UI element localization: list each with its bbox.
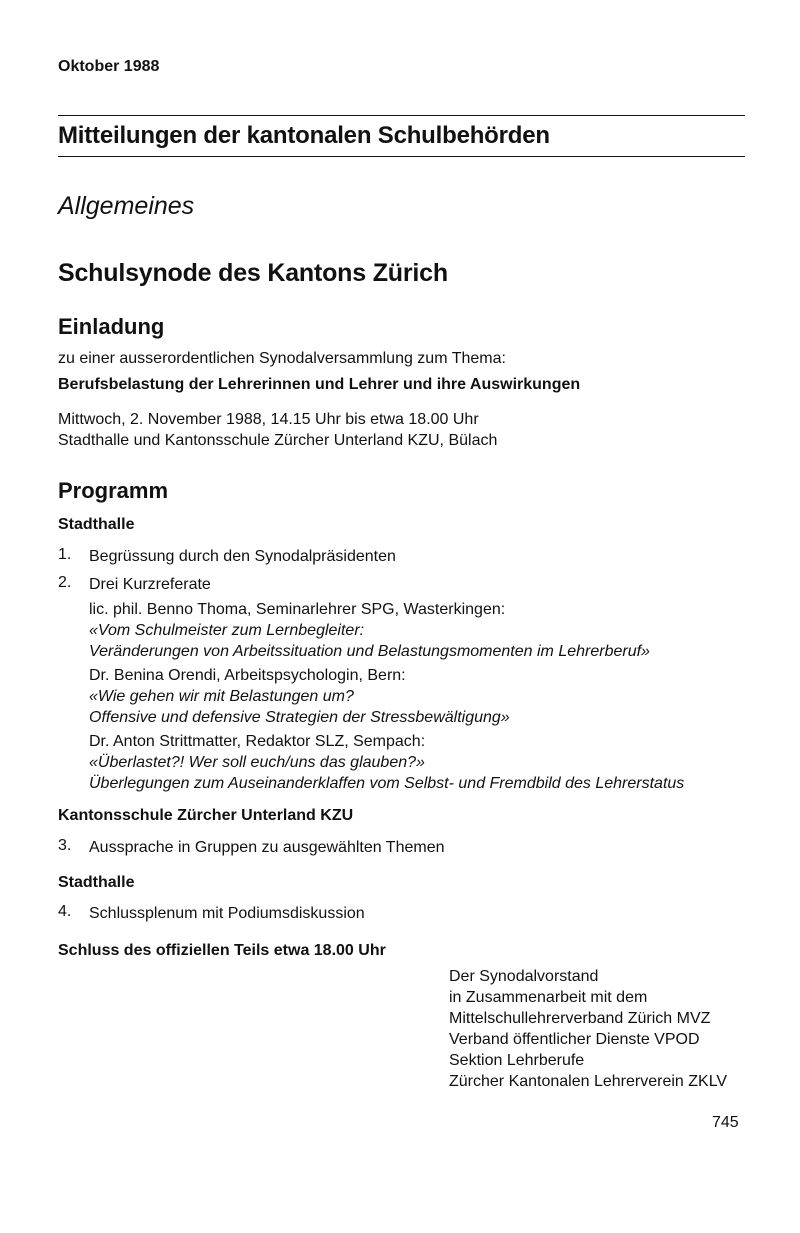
item-number-3: 3.: [58, 837, 72, 854]
article-title: Schulsynode des Kantons Zürich: [58, 259, 448, 287]
signature-line-5: Sektion Lehrberufe: [449, 1052, 585, 1069]
talk-2-speaker: Dr. Benina Orendi, Arbeitspsychologin, Bern:: [89, 667, 406, 684]
invitation-topic: Berufsbelastung der Lehrerinnen und Lehrer und ihre Auswirkungen: [58, 376, 581, 393]
invitation-where: Stadthalle und Kantonsschule Zürcher Unterland KZU, Bülach: [58, 432, 498, 449]
talk-1-title-line1: «Vom Schulmeister zum Lernbegleiter:: [89, 622, 365, 639]
item-number-1: 1.: [58, 546, 72, 563]
venue-kzu: Kantonsschule Zürcher Unterland KZU: [58, 807, 354, 824]
venue-stadthalle-2: Stadthalle: [58, 874, 135, 891]
talk-3-title-line1: «Überlastet?! Wer soll euch/uns das glauben?»: [89, 754, 425, 771]
invitation-when: Mittwoch, 2. November 1988, 14.15 Uhr bis etwa 18.00 Uhr: [58, 411, 479, 428]
category-heading: Allgemeines: [58, 192, 195, 220]
signature-line-3: Mittelschullehrerverband Zürich MVZ: [449, 1010, 711, 1027]
bottom-rule: [58, 156, 745, 157]
closing-note: Schluss des offiziellen Teils etwa 18.00 Uhr: [58, 942, 386, 959]
item-number-4: 4.: [58, 903, 72, 920]
venue-stadthalle-1: Stadthalle: [58, 516, 135, 533]
program-item-4: Schlussplenum mit Podiumsdiskussion: [89, 905, 365, 922]
talk-3-title-line2: Überlegungen zum Auseinanderklaffen vom Selbst- und Fremdbild des Lehrerstatus: [89, 775, 685, 792]
top-rule: [58, 115, 745, 116]
invitation-intro: zu einer ausserordentlichen Synodalversammlung zum Thema:: [58, 350, 506, 367]
talk-2-title-line1: «Wie gehen wir mit Belastungen um?: [89, 688, 354, 705]
talk-2-title-line2: Offensive und defensive Strategien der Stressbewältigung»: [89, 709, 510, 726]
signature-line-6: Zürcher Kantonalen Lehrerverein ZKLV: [449, 1073, 728, 1090]
issue-date: Oktober 1988: [58, 58, 160, 75]
signature-line-1: Der Synodalvorstand: [449, 968, 599, 985]
talk-3-speaker: Dr. Anton Strittmatter, Redaktor SLZ, Sempach:: [89, 733, 426, 750]
signature-line-4: Verband öffentlicher Dienste VPOD: [449, 1031, 700, 1048]
program-heading: Programm: [58, 478, 169, 503]
talk-1-speaker: lic. phil. Benno Thoma, Seminarlehrer SPG, Wasterkingen:: [89, 601, 506, 618]
program-item-1: Begrüssung durch den Synodalpräsidenten: [89, 548, 396, 565]
signature-line-2: in Zusammenarbeit mit dem: [449, 989, 648, 1006]
program-item-2: Drei Kurzreferate: [89, 576, 211, 593]
page-number: 745: [712, 1114, 739, 1131]
item-number-2: 2.: [58, 574, 72, 591]
section-title: Mitteilungen der kantonalen Schulbehörden: [58, 122, 550, 149]
talk-1-title-line2: Veränderungen von Arbeitssituation und Belastungsmomenten im Lehrerberuf»: [89, 643, 650, 660]
program-item-3: Aussprache in Gruppen zu ausgewählten Themen: [89, 839, 445, 856]
invitation-heading: Einladung: [58, 314, 165, 339]
